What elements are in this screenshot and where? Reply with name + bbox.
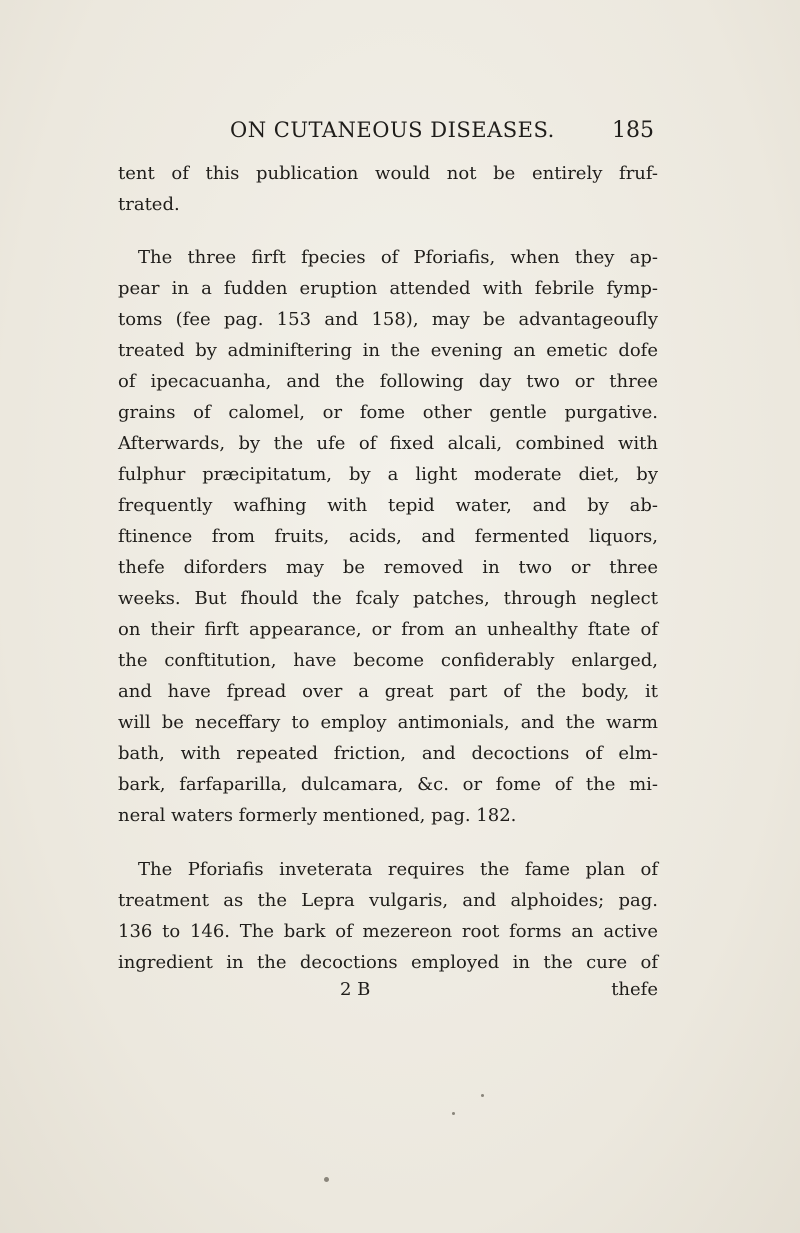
text-line: tent of this publication would not be entirely fruf- [118,163,658,184]
text-line: on their firft appearance, or from an unhealthy ftate of [118,619,658,640]
text-line: and have fpread over a great part of the body, it [118,681,658,702]
text-line: ingredient in the decoctions employed in the cure of [118,952,658,973]
text-line: Afterwards, by the ufe of fixed alcali, combined with [118,433,658,454]
text-line: grains of calomel, or fome other gentle purgative. [118,402,658,423]
text-line: frequently wafhing with tepid water, and by ab- [118,495,658,516]
text-line: pear in a fudden eruption attended with febrile fymp- [118,278,658,299]
text-line: bath, with repeated friction, and decoctions of elm- [118,743,658,764]
text-line: The three firft fpecies of Pforiafis, when they ap- [138,247,658,268]
paper-speck [481,1094,484,1097]
text-line: the conftitution, have become confiderably enlarged, [118,650,658,671]
text-line: bark, farfaparilla, dulcamara, &c. or fome of the mi- [118,774,658,795]
text-line: trated. [118,194,180,215]
paper-speck [324,1177,329,1182]
paragraph-gap [118,220,658,242]
body-text [118,158,658,978]
paragraph-2 [118,242,658,831]
text-line: ftinence from fruits, acids, and fermented liquors, [118,526,658,547]
page-footer [118,974,658,1005]
text-line: The Pforiafis inveterata requires the fame plan of [138,859,658,880]
text-line: thefe diforders may be removed in two or three [118,557,658,578]
text-line: weeks. But fhould the fcaly patches, through neglect [118,588,658,609]
text-line: treated by adminiftering in the evening an emetic dofe [118,340,658,361]
paper-speck [452,1112,455,1115]
signature-mark: 2 B [340,979,371,1000]
text-line: of ipecacuanha, and the following day two or three [118,371,658,392]
text-line: treatment as the Lepra vulgaris, and alphoides; pag. [118,890,658,911]
text-line: neral waters formerly mentioned, pag. 182. [118,805,517,826]
running-title: ON CUTANEOUS DISEASES. [230,118,555,142]
text-line: toms (fee pag. 153 and 158), may be advantageoufly [118,309,658,330]
catchword: thefe [611,979,658,1000]
paragraph-3 [118,854,658,978]
running-head [118,118,654,148]
text-line: will be neceffary to employ antimonials, and the warm [118,712,658,733]
page-number: 185 [612,118,654,143]
text-line: fulphur præcipitatum, by a light moderate diet, by [118,464,658,485]
text-line: 136 to 146. The bark of mezereon root forms an active [118,921,658,942]
paragraph-1 [118,158,658,220]
paragraph-gap [118,831,658,854]
